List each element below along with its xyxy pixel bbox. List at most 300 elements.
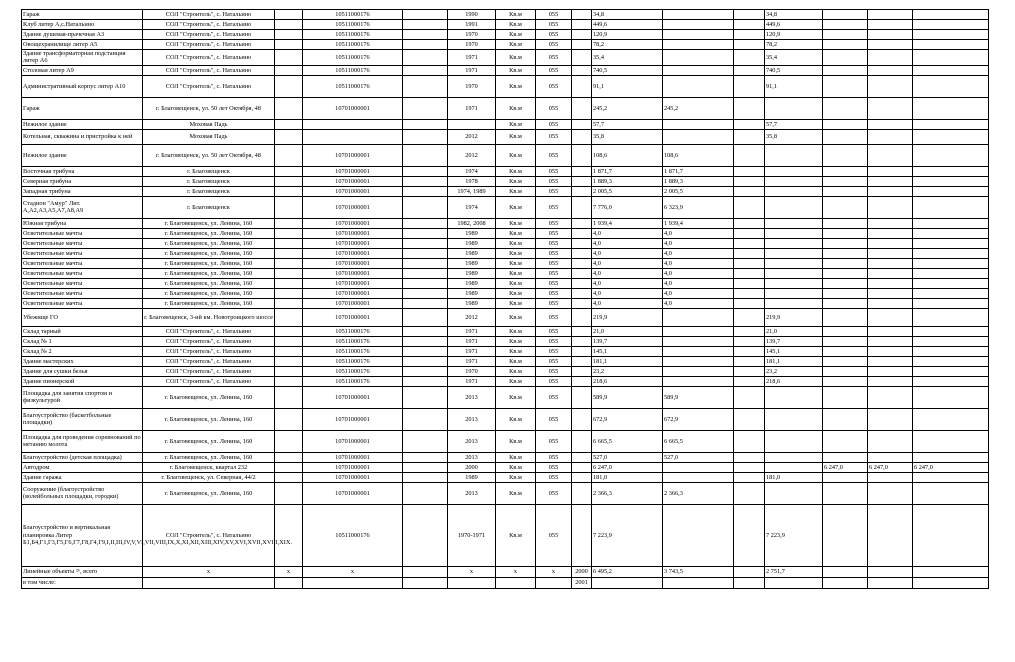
table-cell — [303, 577, 403, 588]
table-cell: Осветительные мачты — [22, 268, 143, 278]
table-cell — [403, 278, 448, 288]
table-cell — [448, 119, 496, 129]
table-cell — [275, 430, 303, 452]
table-cell — [765, 408, 823, 430]
table-cell — [663, 65, 734, 75]
table-cell: 1989 — [448, 258, 496, 268]
table-cell — [572, 50, 592, 66]
table-row — [22, 278, 989, 288]
table-cell: 139,7 — [592, 336, 663, 346]
table-cell — [913, 408, 989, 430]
table-cell — [823, 430, 868, 452]
table-cell: 1971 — [448, 97, 496, 119]
table-cell — [868, 238, 913, 248]
table-cell — [275, 166, 303, 176]
table-cell — [403, 298, 448, 308]
table-cell: Кв.м — [496, 408, 536, 430]
table-cell: Осветительные мачты — [22, 278, 143, 288]
table-cell — [572, 30, 592, 40]
table-cell — [765, 248, 823, 258]
table-cell: 1989 — [448, 268, 496, 278]
table-cell — [734, 119, 765, 129]
table-cell: Клуб литер А,с.Натальино — [22, 20, 143, 30]
table-row — [22, 408, 989, 430]
table-row — [22, 308, 989, 326]
table-cell — [913, 366, 989, 376]
table-cell: 055 — [536, 366, 572, 376]
table-cell — [765, 298, 823, 308]
table-cell: г. Благовещенск, ул. Ленина, 160 — [143, 248, 275, 258]
table-cell — [572, 452, 592, 462]
table-cell: 055 — [536, 430, 572, 452]
table-row — [22, 30, 989, 40]
table-cell: Площадка для занятия спортом и физкультурой — [22, 386, 143, 408]
table-cell — [275, 196, 303, 218]
table-cell: 10701000001 — [303, 452, 403, 462]
table-cell — [823, 30, 868, 40]
table-cell: г. Благовещенск, ул. Ленина, 160 — [143, 408, 275, 430]
table-cell — [868, 119, 913, 129]
table-cell: Здание душевая-прачечная А3 — [22, 30, 143, 40]
table-cell — [572, 75, 592, 97]
table-cell: 055 — [536, 452, 572, 462]
table-cell — [734, 144, 765, 166]
table-cell: 7 223,9 — [765, 504, 823, 566]
table-cell: г. Благовещенск, ул. Ленина, 160 — [143, 482, 275, 504]
table-row — [22, 50, 989, 66]
table-cell — [572, 298, 592, 308]
table-cell: г. Благовещенск, 3-ий км. Новотроицкого шоссе — [143, 308, 275, 326]
table-cell — [275, 376, 303, 386]
table-cell — [403, 336, 448, 346]
table-cell: Овощехранилище литер А5 — [22, 40, 143, 50]
table-cell: 055 — [536, 40, 572, 50]
table-cell: 4,0 — [592, 278, 663, 288]
table-cell — [913, 97, 989, 119]
table-cell — [572, 166, 592, 176]
table-cell — [868, 30, 913, 40]
table-cell — [403, 268, 448, 278]
table-cell — [572, 504, 592, 566]
table-cell — [403, 472, 448, 482]
table-row — [22, 228, 989, 238]
table-cell: 4,0 — [663, 268, 734, 278]
table-cell: СОЛ "Строитель", с. Натальино — [143, 30, 275, 40]
table-cell: 10701000001 — [303, 408, 403, 430]
table-cell: 1970 — [448, 75, 496, 97]
table-cell — [663, 462, 734, 472]
table-cell — [275, 452, 303, 462]
table-cell: 10701000001 — [303, 97, 403, 119]
table-cell — [403, 75, 448, 97]
table-cell — [572, 346, 592, 356]
table-cell: 108,6 — [663, 144, 734, 166]
table-cell — [734, 462, 765, 472]
table-cell: Нежилое здание — [22, 144, 143, 166]
table-cell — [913, 288, 989, 298]
table-cell — [403, 119, 448, 129]
table-row — [22, 268, 989, 278]
table-cell: 4,0 — [663, 228, 734, 238]
table-cell: СОЛ "Строитель", с. Натальино — [143, 75, 275, 97]
table-cell — [868, 326, 913, 336]
table-cell — [734, 298, 765, 308]
table-cell: Осветительные мачты — [22, 238, 143, 248]
table-cell: г. Благовещенск, ул. Ленина, 160 — [143, 218, 275, 228]
table-cell: 1971 — [448, 65, 496, 75]
table-cell — [913, 566, 989, 577]
table-cell — [403, 30, 448, 40]
table-cell: Стадион "Амур" Лит. А,А2,А3,А5,А7,А8,А9 — [22, 196, 143, 218]
table-cell: 2 005,5 — [663, 186, 734, 196]
table-cell: 78,2 — [765, 40, 823, 50]
table-cell: 055 — [536, 50, 572, 66]
table-cell: 1974, 1989 — [448, 186, 496, 196]
table-cell — [868, 166, 913, 176]
table-cell — [913, 75, 989, 97]
table-cell — [536, 577, 572, 588]
table-cell: 2000 — [572, 566, 592, 577]
table-cell — [868, 386, 913, 408]
table-cell — [275, 65, 303, 75]
table-cell — [663, 10, 734, 20]
table-cell — [913, 119, 989, 129]
table-cell — [403, 166, 448, 176]
table-cell — [765, 97, 823, 119]
table-cell: Кв.м — [496, 97, 536, 119]
table-cell: 1989 — [448, 298, 496, 308]
table-cell — [913, 196, 989, 218]
table-row — [22, 20, 989, 30]
table-cell: Моховая Падь — [143, 129, 275, 144]
table-cell — [663, 472, 734, 482]
table-cell: 527,0 — [592, 452, 663, 462]
table-cell: Осветительные мачты — [22, 298, 143, 308]
table-cell: Кв.м — [496, 248, 536, 258]
table-cell — [913, 30, 989, 40]
table-row — [22, 238, 989, 248]
table-cell — [868, 472, 913, 482]
table-cell: Кв.м — [496, 119, 536, 129]
table-cell — [823, 75, 868, 97]
table-cell — [403, 308, 448, 326]
table-cell — [734, 218, 765, 228]
table-cell — [765, 482, 823, 504]
table-cell — [275, 308, 303, 326]
table-cell — [913, 356, 989, 366]
table-cell: Кв.м — [496, 376, 536, 386]
table-cell: Кв.м — [496, 20, 536, 30]
table-cell: 055 — [536, 472, 572, 482]
table-cell — [868, 430, 913, 452]
table-cell: 145,1 — [765, 346, 823, 356]
table-cell — [765, 258, 823, 268]
table-cell — [275, 248, 303, 258]
table-cell: Кв.м — [496, 238, 536, 248]
table-cell — [403, 238, 448, 248]
table-row — [22, 119, 989, 129]
table-cell: 6 247,0 — [823, 462, 868, 472]
table-row — [22, 65, 989, 75]
table-cell: Осветительные мачты — [22, 248, 143, 258]
table-cell: 055 — [536, 166, 572, 176]
table-cell — [734, 50, 765, 66]
table-cell: 6 665,5 — [663, 430, 734, 452]
table-row — [22, 386, 989, 408]
table-cell: Кв.м — [496, 218, 536, 228]
table-cell: 2 751,7 — [765, 566, 823, 577]
table-cell: 4,0 — [663, 238, 734, 248]
table-cell — [403, 366, 448, 376]
table-cell: 2012 — [448, 129, 496, 144]
table-cell: г. Благовещенск, ул. Ленина, 160 — [143, 298, 275, 308]
table-cell: г. Благовещенск — [143, 186, 275, 196]
table-cell — [403, 50, 448, 66]
table-cell — [403, 228, 448, 238]
table-row — [22, 346, 989, 356]
table-cell: Кв.м — [496, 452, 536, 462]
table-cell — [823, 166, 868, 176]
table-cell — [734, 97, 765, 119]
table-cell: Кв.м — [496, 336, 536, 346]
table-cell — [734, 452, 765, 462]
table-cell — [734, 166, 765, 176]
table-cell — [403, 356, 448, 366]
table-cell — [403, 482, 448, 504]
table-cell: Кв.м — [496, 50, 536, 66]
table-cell — [823, 10, 868, 20]
table-cell: 1 939,4 — [592, 218, 663, 228]
table-cell — [572, 228, 592, 238]
table-row — [22, 298, 989, 308]
table-cell: 055 — [536, 129, 572, 144]
table-cell: 1 871,7 — [592, 166, 663, 176]
table-cell: Здание гаража — [22, 472, 143, 482]
table-cell — [403, 218, 448, 228]
table-cell: 57,7 — [765, 119, 823, 129]
table-cell: 4,0 — [592, 268, 663, 278]
table-cell: 055 — [536, 356, 572, 366]
table-cell: 34,8 — [592, 10, 663, 20]
table-cell: 2013 — [448, 430, 496, 452]
table-cell — [275, 326, 303, 336]
table-cell — [823, 288, 868, 298]
table-cell — [403, 326, 448, 336]
table-cell: 78,2 — [592, 40, 663, 50]
table-cell: 35,4 — [765, 50, 823, 66]
table-cell — [868, 218, 913, 228]
table-cell — [913, 186, 989, 196]
table-cell: г. Благовещенск, ул. Ленина, 160 — [143, 288, 275, 298]
table-cell — [823, 326, 868, 336]
table-cell — [403, 20, 448, 30]
table-cell — [913, 298, 989, 308]
table-cell: Осветительные мачты — [22, 228, 143, 238]
table-cell — [403, 577, 448, 588]
table-cell — [765, 278, 823, 288]
table-cell — [663, 75, 734, 97]
table-cell — [823, 376, 868, 386]
table-cell: 120,9 — [765, 30, 823, 40]
table-cell — [572, 20, 592, 30]
table-cell — [572, 218, 592, 228]
table-cell: 181,0 — [765, 472, 823, 482]
table-cell — [572, 308, 592, 326]
table-cell: 055 — [536, 238, 572, 248]
table-cell: x — [303, 566, 403, 577]
table-cell: Склад № 1 — [22, 336, 143, 346]
table-cell — [572, 376, 592, 386]
table-cell — [572, 248, 592, 258]
table-cell: 21,0 — [592, 326, 663, 336]
table-cell: Кв.м — [496, 129, 536, 144]
table-cell — [823, 268, 868, 278]
table-cell: г. Благовещенск — [143, 166, 275, 176]
table-cell — [275, 129, 303, 144]
table-cell — [913, 386, 989, 408]
table-cell — [275, 288, 303, 298]
table-cell: x — [536, 566, 572, 577]
table-cell: Моховая Падь — [143, 119, 275, 129]
table-cell: 055 — [536, 119, 572, 129]
table-cell: Кв.м — [496, 366, 536, 376]
table-cell: 055 — [536, 75, 572, 97]
table-cell — [823, 129, 868, 144]
table-cell — [868, 298, 913, 308]
table-cell: Кв.м — [496, 504, 536, 566]
table-cell: 055 — [536, 144, 572, 166]
table-cell: Гараж — [22, 97, 143, 119]
table-cell: СОЛ "Строитель", с. Натальино — [143, 504, 275, 566]
table-cell — [275, 119, 303, 129]
table-cell: 139,7 — [765, 336, 823, 346]
table-cell: Кв.м — [496, 186, 536, 196]
table-cell: 10701000001 — [303, 308, 403, 326]
table-cell: 4,0 — [663, 298, 734, 308]
table-cell: 1970 — [448, 366, 496, 376]
table-cell — [572, 176, 592, 186]
table-cell: 1989 — [448, 278, 496, 288]
table-cell: 055 — [536, 248, 572, 258]
table-cell — [275, 356, 303, 366]
table-cell: 108,6 — [592, 144, 663, 166]
table-cell — [913, 10, 989, 20]
table-cell: 120,9 — [592, 30, 663, 40]
table-cell — [913, 144, 989, 166]
table-cell: Благоустройство (детская площадка) — [22, 452, 143, 462]
table-cell: 4,0 — [663, 288, 734, 298]
table-cell — [403, 346, 448, 356]
table-cell: 10701000001 — [303, 288, 403, 298]
table-row — [22, 258, 989, 268]
table-cell: Кв.м — [496, 10, 536, 20]
table-cell — [663, 504, 734, 566]
table-cell — [572, 129, 592, 144]
table-row — [22, 482, 989, 504]
table-cell: 1970-1971 — [448, 504, 496, 566]
table-cell — [572, 186, 592, 196]
table-cell — [663, 30, 734, 40]
table-cell — [663, 129, 734, 144]
table-cell — [868, 186, 913, 196]
table-cell — [572, 238, 592, 248]
table-cell: 6 323,9 — [663, 196, 734, 218]
table-cell: СОЛ "Строитель", с. Натальино — [143, 50, 275, 66]
table-cell — [572, 258, 592, 268]
table-cell — [823, 472, 868, 482]
table-cell: 055 — [536, 462, 572, 472]
table-cell — [403, 97, 448, 119]
table-cell: Гараж — [22, 10, 143, 20]
table-cell — [868, 196, 913, 218]
table-row — [22, 366, 989, 376]
table-cell: 2000 — [448, 462, 496, 472]
table-cell: 055 — [536, 504, 572, 566]
table-cell: 4,0 — [592, 298, 663, 308]
table-cell — [572, 268, 592, 278]
table-cell: 10511000176 — [303, 30, 403, 40]
table-cell — [275, 228, 303, 238]
table-cell: 1989 — [448, 228, 496, 238]
table-cell — [823, 228, 868, 238]
table-cell: Кв.м — [496, 288, 536, 298]
table-cell — [734, 65, 765, 75]
table-cell — [275, 336, 303, 346]
table-cell: г. Благовещенск, квартал 232 — [143, 462, 275, 472]
table-cell — [868, 308, 913, 326]
table-cell — [913, 577, 989, 588]
table-cell — [823, 452, 868, 462]
table-cell: 219,9 — [592, 308, 663, 326]
table-cell: Кв.м — [496, 196, 536, 218]
table-cell — [275, 462, 303, 472]
table-cell — [403, 386, 448, 408]
table-cell — [275, 346, 303, 356]
table-cell — [403, 408, 448, 430]
table-cell: 6 247,0 — [592, 462, 663, 472]
table-cell: Кв.м — [496, 30, 536, 40]
table-cell — [823, 258, 868, 268]
table-cell — [734, 10, 765, 20]
table-cell: 245,2 — [592, 97, 663, 119]
table-row — [22, 186, 989, 196]
table-cell — [275, 504, 303, 566]
table-cell — [734, 129, 765, 144]
table-cell — [734, 346, 765, 356]
table-cell: 4,0 — [592, 248, 663, 258]
table-cell: 1974 — [448, 196, 496, 218]
table-cell: 10701000001 — [303, 462, 403, 472]
table-cell — [765, 144, 823, 166]
table-cell: 35,4 — [592, 50, 663, 66]
table-cell — [275, 40, 303, 50]
table-cell — [868, 346, 913, 356]
table-row — [22, 288, 989, 298]
table-cell — [734, 376, 765, 386]
table-cell: 10701000001 — [303, 472, 403, 482]
table-cell — [275, 218, 303, 228]
table-cell: 2012 — [448, 144, 496, 166]
table-cell: Площадка для проведения соревнований по метанию молота — [22, 430, 143, 452]
table-cell: Кв.м — [496, 386, 536, 408]
table-cell — [572, 430, 592, 452]
table-cell: Убежище ГО — [22, 308, 143, 326]
table-cell — [403, 196, 448, 218]
table-cell — [823, 196, 868, 218]
table-cell — [765, 238, 823, 248]
table-cell — [275, 10, 303, 20]
table-cell: 055 — [536, 30, 572, 40]
